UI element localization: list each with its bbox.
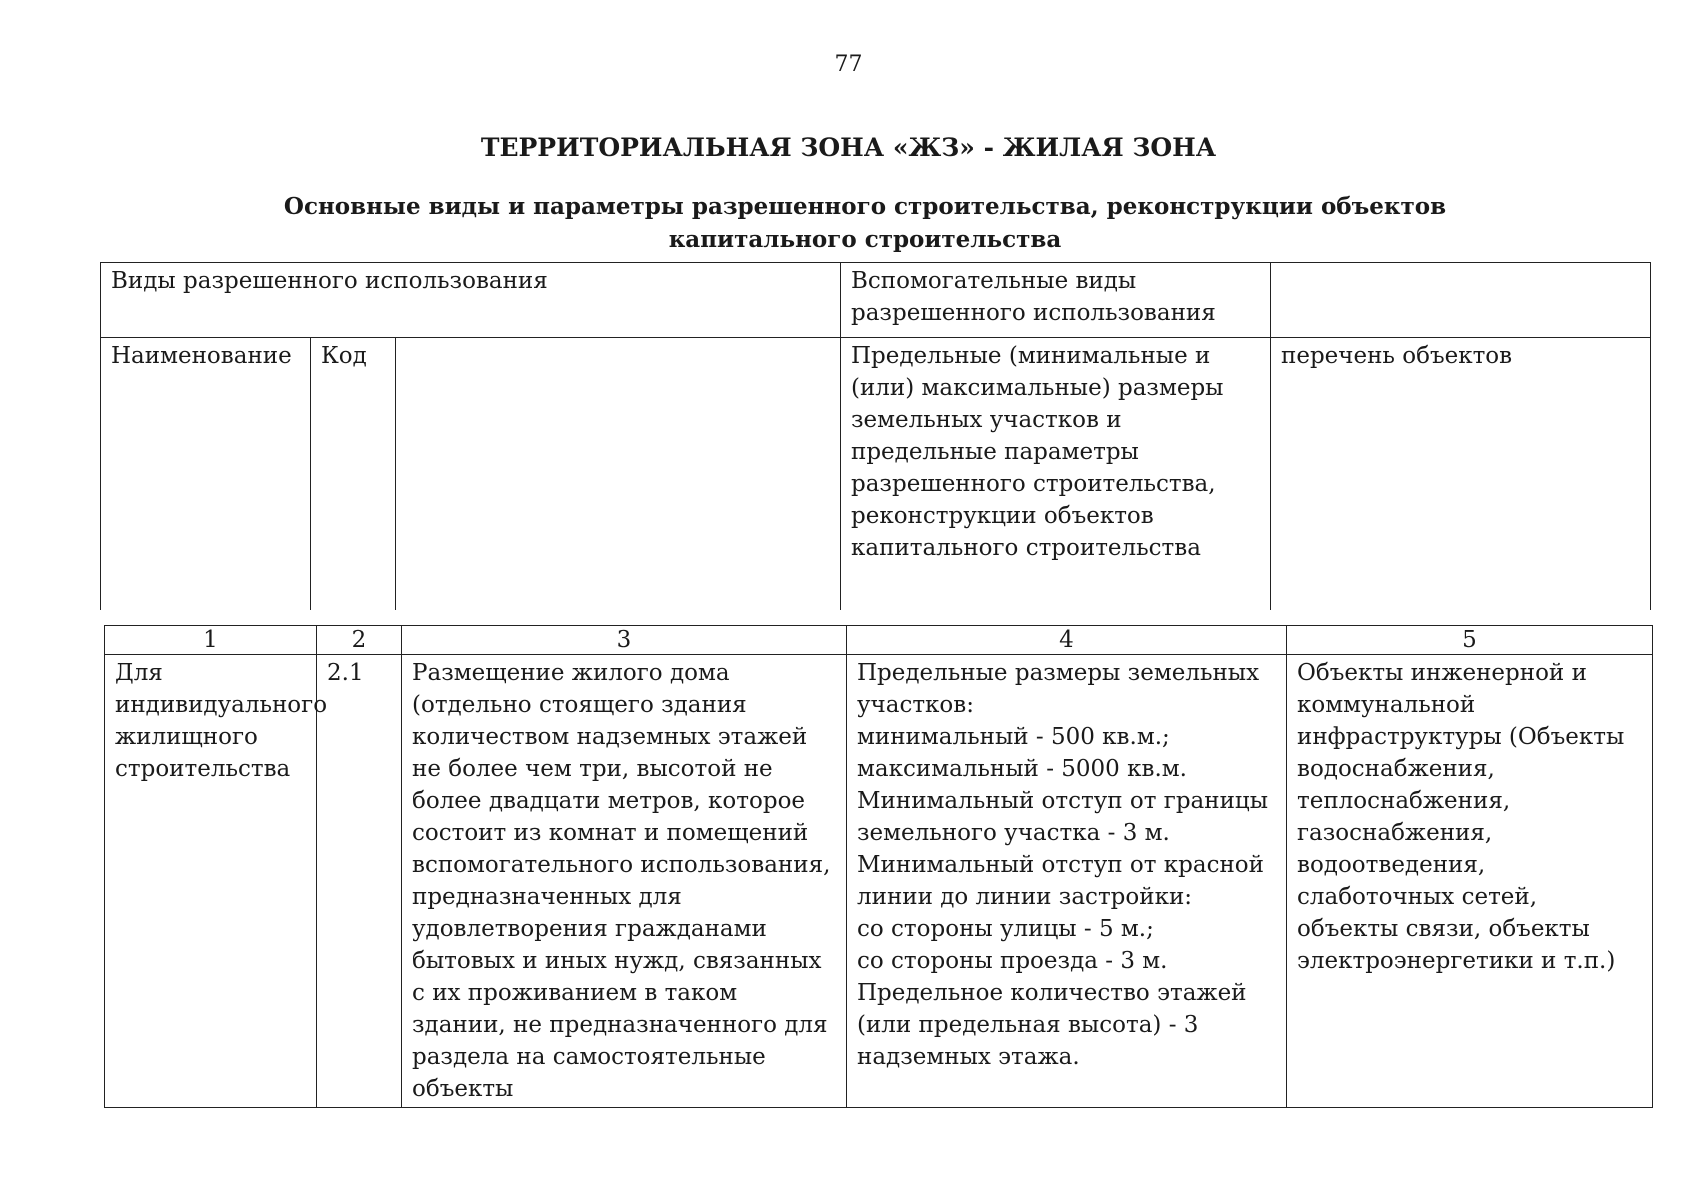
column-number: 2 xyxy=(317,626,402,655)
column-number: 3 xyxy=(402,626,847,655)
table-row xyxy=(105,655,1653,1108)
param-line: Минимальный отступ от красной линии до линии застройки: xyxy=(857,852,1264,910)
name-label: Наименование xyxy=(111,343,292,369)
vri-label: Виды разрешенного использования xyxy=(111,268,548,294)
column-number-row xyxy=(105,626,1653,655)
header-table xyxy=(100,262,1651,610)
vri-header-cell xyxy=(101,263,841,338)
row-code-cell: 2.1 xyxy=(317,655,402,1108)
param-line: Предельное количество этажей (или предельная высота) - 3 надземных этажа. xyxy=(857,980,1247,1070)
row-objects-cell: Объекты инженерной и коммунальной инфраструктуры (Объекты водоснабжения, теплоснабжения, газоснабжения, водоотведения, слаботочных сетей, объекты связи, объекты электроэнергетики и т.п.) xyxy=(1287,655,1653,1108)
column-number: 4 xyxy=(847,626,1287,655)
aux-header-cell xyxy=(841,263,1271,338)
row-description-cell: Размещение жилого дома (отдельно стоящего здания количеством надземных этажей не более чем три, высотой не более двадцати метров, которое состоит из комнат и помещений вспомогательного использования, предназначенных для удовлетворения гражданами бытовых и иных нужд, связанных с их проживанием в таком здании, не предназначенного для раздела на самостоятельные объекты xyxy=(402,655,847,1108)
page-number: 77 xyxy=(834,52,863,77)
column-number: 5 xyxy=(1287,626,1653,655)
code-label: Код xyxy=(321,343,367,369)
page-subtitle: Основные виды и параметры разрешенного строительства, реконструкции объектов капитального строительства xyxy=(283,193,1447,253)
param-line: со стороны улицы - 5 м.; xyxy=(857,916,1154,942)
param-line: максимальный - 5000 кв.м. xyxy=(857,756,1187,782)
param-line: со стороны проезда - 3 м. xyxy=(857,948,1168,974)
objects-label: перечень объектов xyxy=(1281,343,1513,369)
param-line: Минимальный отступ от границы земельного участка - 3 м. xyxy=(857,788,1269,846)
aux-label: Вспомогательные виды разрешенного использования xyxy=(851,268,1216,326)
objects-header-cell xyxy=(1271,338,1651,611)
blank-header-cell xyxy=(1271,263,1651,338)
code-header-cell xyxy=(311,338,396,611)
param-line: Предельные размеры земельных участков: xyxy=(857,660,1260,718)
empty-header-cell xyxy=(396,338,841,611)
param-line: минимальный - 500 кв.м.; xyxy=(857,724,1170,750)
row-params-cell xyxy=(847,655,1287,1108)
limits-header-cell xyxy=(841,338,1271,611)
limits-label: Предельные (минимальные и (или) максимальные) размеры земельных участков и предельные параметры разрешенного строительства, реконструкции объектов капитального строительства xyxy=(851,343,1224,561)
body-table xyxy=(104,625,1653,1108)
column-number: 1 xyxy=(105,626,317,655)
page-title: ТЕРРИТОРИАЛЬНАЯ ЗОНА «ЖЗ» - ЖИЛАЯ ЗОНА xyxy=(480,133,1217,162)
name-header-cell xyxy=(101,338,311,611)
row-name-cell: Для индивидуального жилищного строительства xyxy=(105,655,317,1108)
